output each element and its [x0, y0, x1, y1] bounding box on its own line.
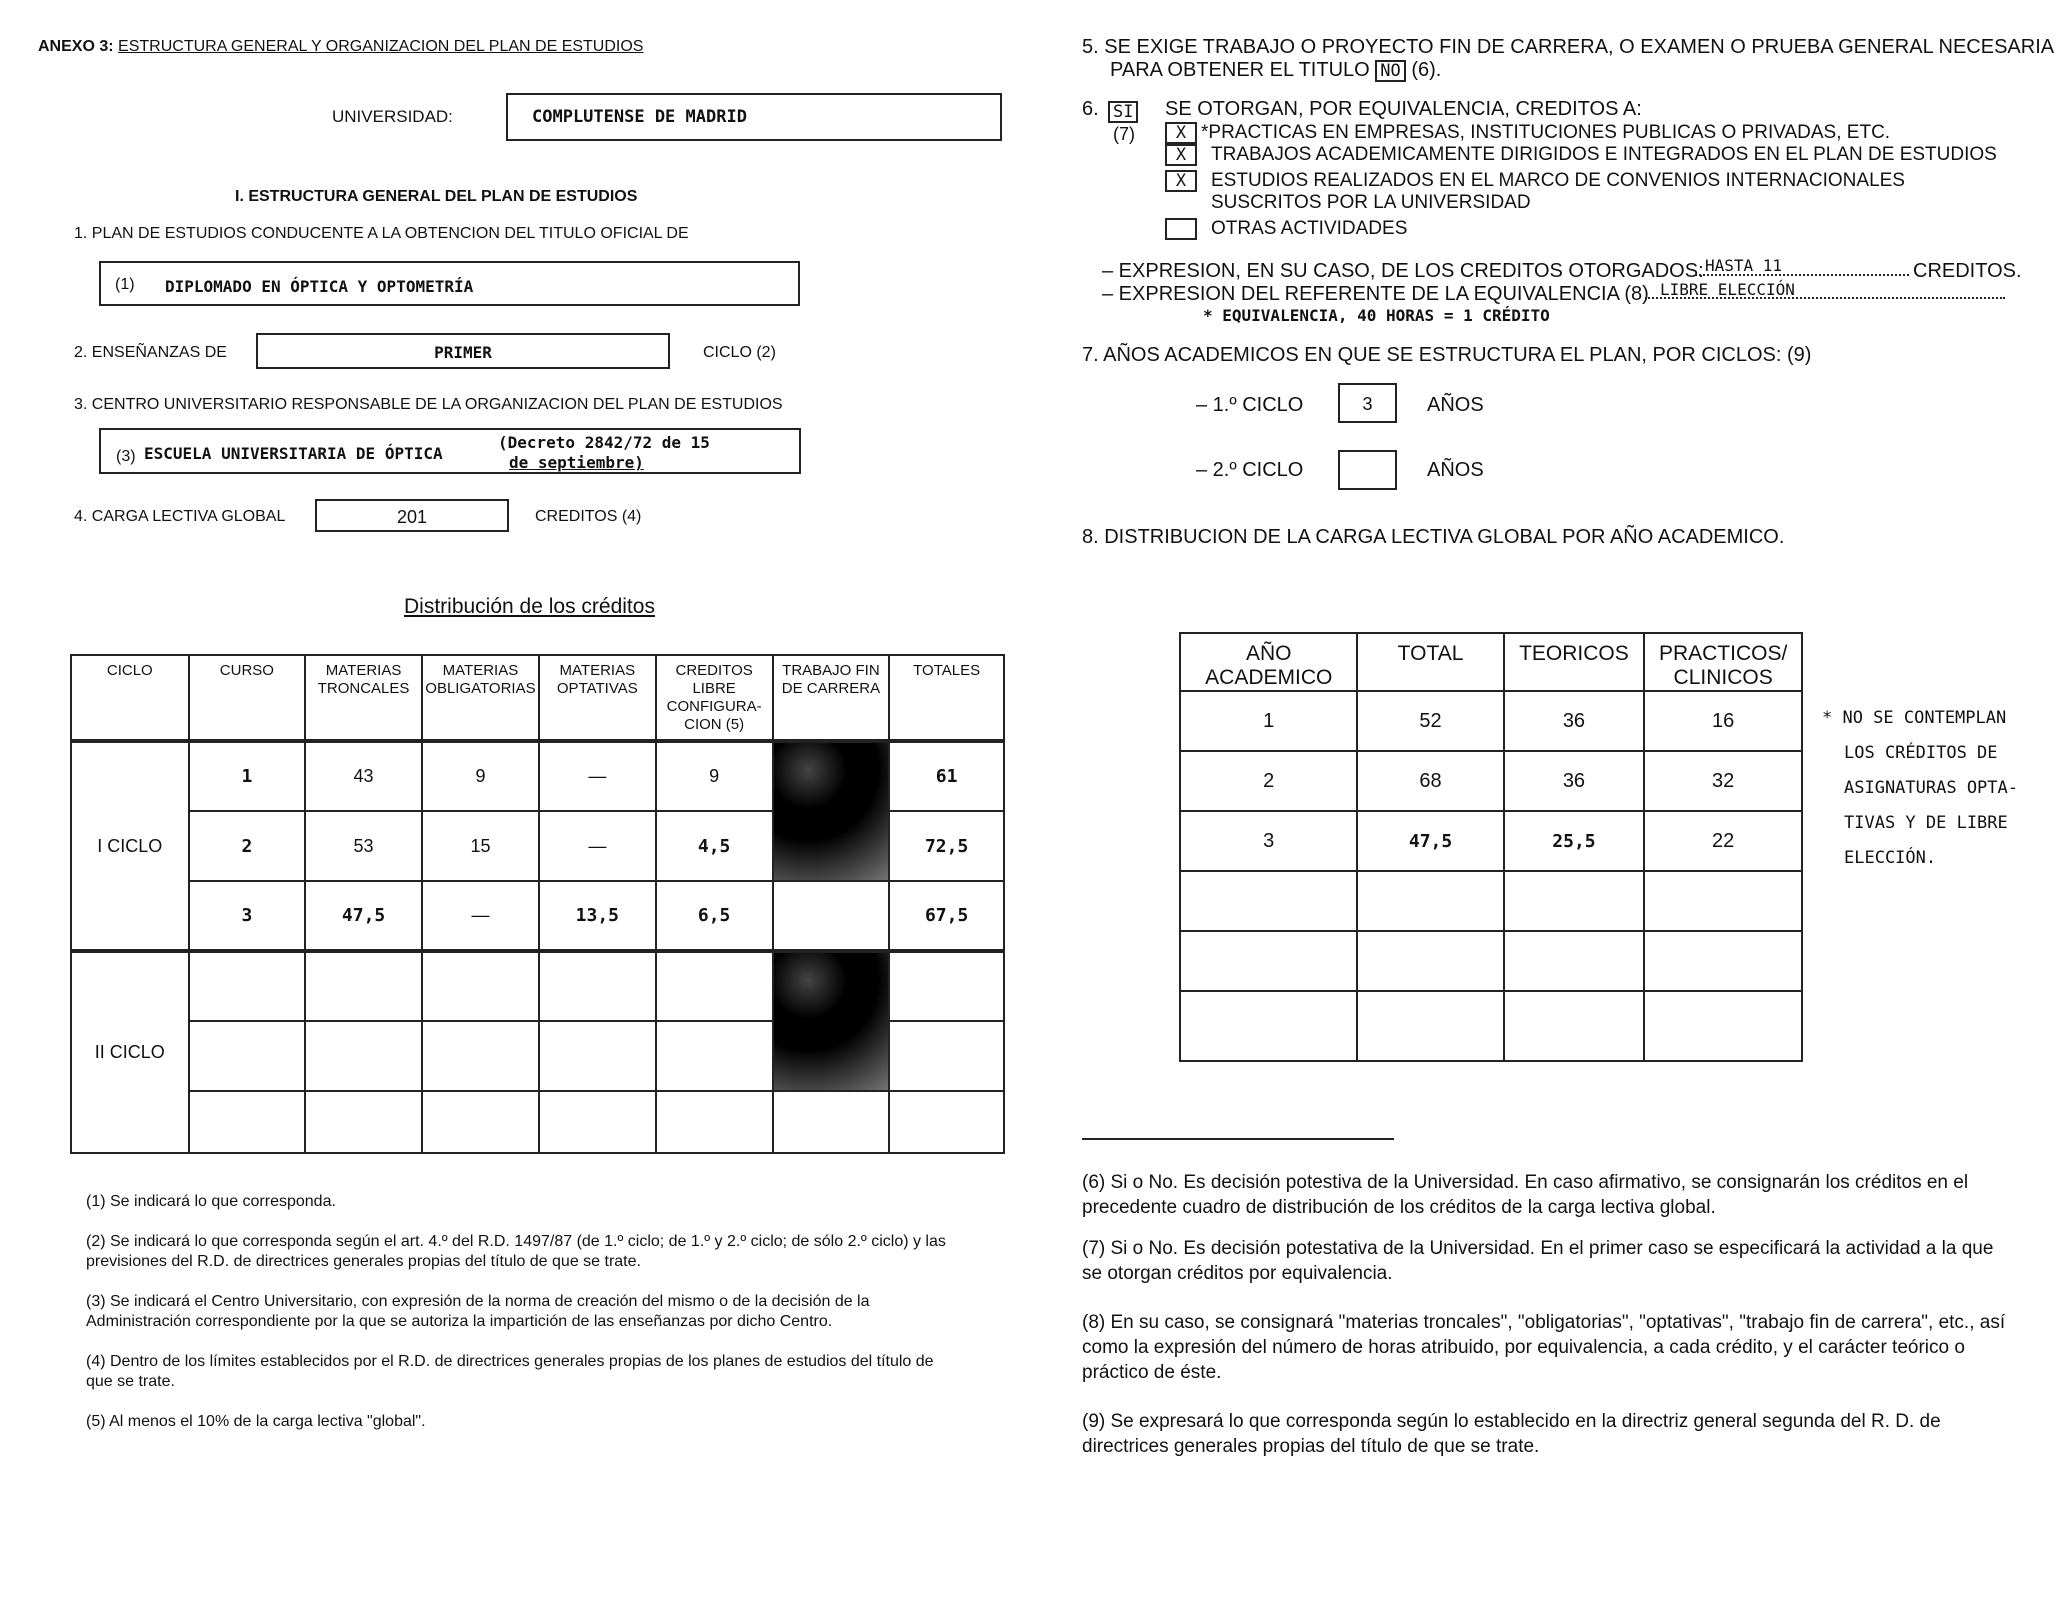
cell: [1180, 871, 1357, 931]
side-note: [1822, 701, 2018, 876]
equivalence-note: * EQUIVALENCIA, 40 HORAS = 1 CRÉDITO: [1203, 306, 1550, 325]
cell: [1644, 931, 1802, 991]
cell: [1357, 931, 1503, 991]
cell: [305, 1021, 422, 1091]
col-ciclo: CICLO: [71, 655, 189, 741]
item4-label: 4. CARGA LECTIVA GLOBAL: [74, 508, 286, 525]
table-row: [71, 951, 1004, 1021]
cell: [422, 951, 539, 1021]
teaching-cycle-value: PRIMER: [434, 343, 492, 362]
cell: 67,5: [889, 881, 1004, 951]
table-row: [1180, 751, 1802, 811]
item6-options: [1165, 122, 2045, 244]
table-row: [1180, 931, 1802, 991]
cell: 2: [189, 811, 306, 881]
distribution-header-row: [71, 655, 1004, 741]
cell: [539, 1091, 656, 1153]
cell: [656, 1021, 773, 1091]
section1-title: I. ESTRUCTURA GENERAL DEL PLAN DE ESTUDIOS: [235, 188, 638, 205]
redacted-cell: [773, 741, 890, 881]
global-load-value: 201: [396, 507, 428, 527]
col-practical: PRACTICOS/ CLINICOS: [1644, 633, 1802, 691]
cell: [539, 951, 656, 1021]
redacted-cell: [773, 951, 890, 1091]
option-label: TRABAJOS ACADEMICAMENTE DIRIGIDOS E INTEGRADOS EN EL PLAN DE ESTUDIOS: [1211, 144, 1997, 165]
footnote-7: (7) Si o No. Es decisión potestativa de la Universidad. En el primer caso se especificará la actividad a la que se otorgan créditos por equivalencia.: [1082, 1238, 1994, 1284]
expr2-label: – EXPRESION DEL REFERENTE DE LA EQUIVALENCIA (8): [1102, 283, 1649, 305]
cell: 52: [1357, 691, 1503, 751]
cell: [656, 951, 773, 1021]
col-obligatorias: MATERIAS OBLIGATORIAS: [422, 655, 539, 741]
list-item: [1165, 218, 2045, 244]
cell: 53: [305, 811, 422, 881]
cycle1-years-label: – 1.º CICLO: [1196, 394, 1304, 416]
footnote-6: (6) Si o No. Es decisión potestiva de la Universidad. En caso afirmativo, se consignarán los créditos en el precedente cuadro de distribución de los créditos de la carga lectiva global.: [1082, 1172, 1969, 1218]
item6-box: SI: [1108, 101, 1138, 123]
cell: [1504, 871, 1645, 931]
cell: 3: [189, 881, 306, 951]
year-header-row: [1180, 633, 1802, 691]
table-row: [71, 1091, 1004, 1153]
cell: [422, 1021, 539, 1091]
cell: [1357, 991, 1503, 1061]
cell: [305, 1091, 422, 1153]
checkbox-marked: X: [1165, 170, 1197, 192]
note-3-ref: (3): [116, 448, 136, 465]
center-decree-line2: de septiembre): [509, 453, 644, 472]
table-row: [71, 741, 1004, 811]
cell: [1644, 871, 1802, 931]
annex-title: ESTRUCTURA GENERAL Y ORGANIZACION DEL PLAN DE ESTUDIOS: [118, 38, 644, 55]
option-label: ESTUDIOS REALIZADOS EN EL MARCO DE CONVENIOS INTERNACIONALES SUSCRITOS POR LA UNIVERSIDAD: [1211, 170, 1905, 213]
cell: —: [539, 811, 656, 881]
item2-label: 2. ENSEÑANZAS DE: [74, 344, 227, 361]
table-row: [71, 881, 1004, 951]
cell: 2: [1180, 751, 1357, 811]
cell: [539, 1021, 656, 1091]
side-note-line: ASIGNATURAS OPTA-: [1844, 778, 2018, 798]
university-label: UNIVERSIDAD:: [332, 107, 453, 126]
cycle1-years-field: [1338, 383, 1397, 423]
table-row: [1180, 691, 1802, 751]
years-label-2: AÑOS: [1427, 459, 1484, 481]
checkbox-empty: [1165, 218, 1197, 240]
cell: 9: [656, 741, 773, 811]
university-value: COMPLUTENSE DE MADRID: [532, 107, 747, 127]
center-field: [99, 428, 801, 474]
cycle1-label: I CICLO: [71, 741, 189, 951]
cell: 16: [1644, 691, 1802, 751]
item7-label: 7. AÑOS ACADEMICOS EN QUE SE ESTRUCTURA EL PLAN, POR CICLOS: (9): [1082, 344, 1812, 366]
cycle2-label: II CICLO: [71, 951, 189, 1153]
expr1-suffix: CREDITOS.: [1913, 260, 2022, 282]
cell: 1: [1180, 691, 1357, 751]
cell: [305, 951, 422, 1021]
cell: 13,5: [539, 881, 656, 951]
table-row: [1180, 991, 1802, 1061]
cycle2-years-field: [1338, 450, 1397, 490]
cell: [889, 951, 1004, 1021]
list-item: [1165, 144, 2045, 170]
cell: [889, 1091, 1004, 1153]
cell: [773, 1091, 890, 1153]
cell: 22: [1644, 811, 1802, 871]
cell: [189, 1021, 306, 1091]
cell: [189, 1091, 306, 1153]
expr1-label: – EXPRESION, EN SU CASO, DE LOS CREDITOS OTORGADOS:: [1102, 260, 1704, 282]
cell: 47,5: [305, 881, 422, 951]
distribution-title: Distribución de los créditos: [404, 595, 655, 618]
annex-heading: [38, 38, 643, 56]
cell: [1357, 871, 1503, 931]
footnote-1: (1) Se indicará lo que corresponda.: [86, 1193, 336, 1210]
global-load-field: [315, 499, 509, 532]
cell: [1644, 991, 1802, 1061]
footnote-4: (4) Dentro de los límites establecidos por el R.D. de directrices generales propias de los planes de estudios del título de que se trate.: [86, 1353, 934, 1390]
item3-label: 3. CENTRO UNIVERSITARIO RESPONSABLE DE LA ORGANIZACION DEL PLAN DE ESTUDIOS: [74, 396, 783, 413]
footnote-5: (5) Al menos el 10% de la carga lectiva "global".: [86, 1413, 426, 1430]
cell: [773, 881, 890, 951]
cell: 6,5: [656, 881, 773, 951]
item5-value: NO: [1375, 60, 1405, 82]
cell: [189, 951, 306, 1021]
col-theoretical: TEORICOS: [1504, 633, 1645, 691]
option-label: *PRACTICAS EN EMPRESAS, INSTITUCIONES PUBLICAS O PRIVADAS, ETC.: [1201, 122, 1891, 143]
cell: 15: [422, 811, 539, 881]
item8-label: 8. DISTRIBUCION DE LA CARGA LECTIVA GLOBAL POR AÑO ACADEMICO.: [1082, 526, 1785, 548]
item1-label: 1. PLAN DE ESTUDIOS CONDUCENTE A LA OBTENCION DEL TITULO OFICIAL DE: [74, 225, 689, 242]
col-curso: CURSO: [189, 655, 306, 741]
col-optativas: MATERIAS OPTATIVAS: [539, 655, 656, 741]
degree-field: [99, 261, 800, 306]
item4-suffix: CREDITOS (4): [535, 508, 642, 525]
footnote-2: (2) Se indicará lo que corresponda según el art. 4.º del R.D. 1497/87 (de 1.º ciclo; de 1.º y 2.º ciclo; de sólo 2.º ciclo) y las previsiones del R.D. de directrices generales propias del título de que se trate.: [86, 1233, 946, 1270]
cell: [422, 1091, 539, 1153]
cell: 43: [305, 741, 422, 811]
footnote-divider: [1082, 1138, 1394, 1140]
expr2-value: LIBRE ELECCIÓN: [1660, 280, 1795, 299]
item6-num: 6.: [1082, 98, 1099, 120]
col-totales: TOTALES: [889, 655, 1004, 741]
academic-year-table: [1179, 632, 1803, 1062]
checkbox-marked: X: [1165, 122, 1197, 144]
expr1-value: HASTA 11: [1705, 256, 1783, 275]
col-year: AÑO ACADEMICO: [1180, 633, 1357, 691]
col-libre-configuracion: CREDITOS LIBRE CONFIGURA- CION (5): [656, 655, 773, 741]
item2-suffix: CICLO (2): [703, 344, 776, 361]
cell: 4,5: [656, 811, 773, 881]
cell: 72,5: [889, 811, 1004, 881]
note-1-ref: (1): [115, 276, 135, 293]
footnote-9: (9) Se expresará lo que corresponda según lo establecido en la directriz general segunda del R. D. de directrices generales propias del título de que se trate.: [1082, 1411, 1941, 1457]
checkbox-marked: X: [1165, 144, 1197, 166]
cell: [656, 1091, 773, 1153]
option-label: OTRAS ACTIVIDADES: [1211, 218, 1408, 239]
side-note-line: ELECCIÓN.: [1844, 848, 1937, 868]
col-troncales: MATERIAS TRONCALES: [305, 655, 422, 741]
center-value: ESCUELA UNIVERSITARIA DE ÓPTICA: [144, 444, 443, 463]
table-row: [1180, 811, 1802, 871]
cell: [1504, 931, 1645, 991]
side-note-line: LOS CRÉDITOS DE: [1844, 743, 1998, 763]
center-decree-line1: (Decreto 2842/72 de 15: [498, 433, 710, 452]
list-item: [1165, 122, 2045, 144]
cycle1-years-value: 3: [1362, 394, 1373, 414]
cell: 3: [1180, 811, 1357, 871]
footnote-8: (8) En su caso, se consignará "materias troncales", "obligatorias", "optativas", "trabajo fin de carrera", etc., así como la expresión del número de horas atribuido, por equivalencia, a cada crédito, y el carácter teórico o práctico de éste.: [1082, 1312, 2006, 1383]
cell: 36: [1504, 691, 1645, 751]
table-row: [1180, 871, 1802, 931]
cell: [1180, 991, 1357, 1061]
years-label-1: AÑOS: [1427, 394, 1484, 416]
item5-label: PARA OBTENER EL TITULO: [1110, 59, 1370, 81]
cycle2-years-label: – 2.º CICLO: [1196, 459, 1304, 481]
cell: [1504, 991, 1645, 1061]
teaching-cycle-field: [256, 333, 670, 369]
annex-label: ANEXO 3:: [38, 38, 114, 55]
cell: 32: [1644, 751, 1802, 811]
item5-line2: [1110, 59, 1441, 82]
cell: —: [422, 881, 539, 951]
item6-title: SE OTORGAN, POR EQUIVALENCIA, CREDITOS A:: [1165, 98, 1642, 120]
cell: [1180, 931, 1357, 991]
item5-line1: 5. SE EXIGE TRABAJO O PROYECTO FIN DE CARRERA, O EXAMEN O PRUEBA GENERAL NECESARIA: [1082, 36, 2055, 58]
university-field: [506, 93, 1002, 141]
side-note-line: * NO SE CONTEMPLAN: [1822, 708, 2007, 728]
item6-note: (7): [1113, 124, 1135, 144]
col-total: TOTAL: [1357, 633, 1503, 691]
cell: 68: [1357, 751, 1503, 811]
cell: [889, 1021, 1004, 1091]
item5-suffix: (6).: [1411, 59, 1442, 81]
credit-distribution-table: [70, 654, 1005, 1154]
cell: —: [539, 741, 656, 811]
degree-value: DIPLOMADO EN ÓPTICA Y OPTOMETRÍA: [165, 277, 474, 296]
cell: 9: [422, 741, 539, 811]
footnote-3: (3) Se indicará el Centro Universitario, con expresión de la norma de creación del mismo o de la decisión de la Administración correspondiente por la que se autoriza la impartición de las enseñanzas por dicho Centro.: [86, 1293, 870, 1330]
cell: 1: [189, 741, 306, 811]
cell: 47,5: [1357, 811, 1503, 871]
side-note-line: TIVAS Y DE LIBRE: [1844, 813, 2008, 833]
cell: 36: [1504, 751, 1645, 811]
cell: 61: [889, 741, 1004, 811]
col-trabajo-fin: TRABAJO FIN DE CARRERA: [773, 655, 890, 741]
cell: 25,5: [1504, 811, 1645, 871]
list-item: [1165, 170, 2045, 218]
